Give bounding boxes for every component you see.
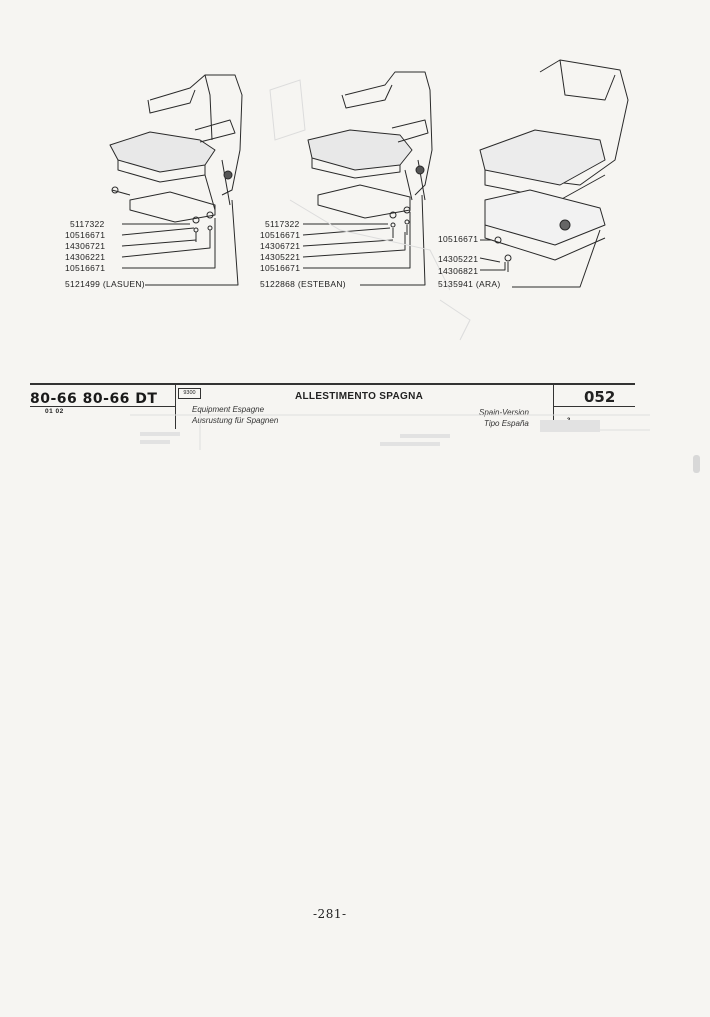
part-label: 10516671 xyxy=(438,234,479,244)
part-label: 5117322 xyxy=(70,219,105,229)
title-english: Spain-Version xyxy=(479,408,529,417)
assembly-label: 5122868 (ESTEBAN) xyxy=(260,279,346,289)
page-edge-mark xyxy=(693,455,700,473)
model-sub: 01 02 xyxy=(45,408,64,415)
part-label: 14306221 xyxy=(65,252,106,262)
part-label: 14305221 xyxy=(260,252,301,262)
part-label: 10516671 xyxy=(65,263,106,273)
page-number: -281- xyxy=(313,907,347,921)
seat-esteban-drawing xyxy=(303,72,432,285)
assembly-label: 5135941 (ARA) xyxy=(438,279,501,289)
group-code-box: 9300 xyxy=(178,388,201,399)
part-label: 10516671 xyxy=(260,230,301,240)
model-name: 80-66 80-66 DT xyxy=(30,391,158,407)
ghost-band xyxy=(60,410,660,460)
part-label: 14305221 xyxy=(438,254,479,264)
seat-lasuen-drawing xyxy=(110,75,242,285)
part-label: 10516671 xyxy=(260,263,301,273)
part-label: 14306721 xyxy=(65,241,106,251)
section-title: ALLESTIMENTO SPAGNA xyxy=(295,391,424,402)
seat-ara-drawing xyxy=(480,60,628,287)
title-french: Equipment Espagne xyxy=(192,405,265,414)
part-label: 10516671 xyxy=(65,230,106,240)
header-rule-top xyxy=(30,383,635,385)
title-german: Ausrustung für Spagnen xyxy=(192,416,279,425)
assembly-label: 5121499 (LASUEN) xyxy=(65,279,145,289)
page-code: 052 xyxy=(584,388,616,406)
title-spanish: Tipo España xyxy=(484,419,529,428)
part-label: 14306821 xyxy=(438,266,479,276)
part-label: 5117322 xyxy=(265,219,300,229)
seat-illustrations xyxy=(0,0,710,360)
part-label: 14306721 xyxy=(260,241,301,251)
header-rule-right xyxy=(553,406,635,407)
